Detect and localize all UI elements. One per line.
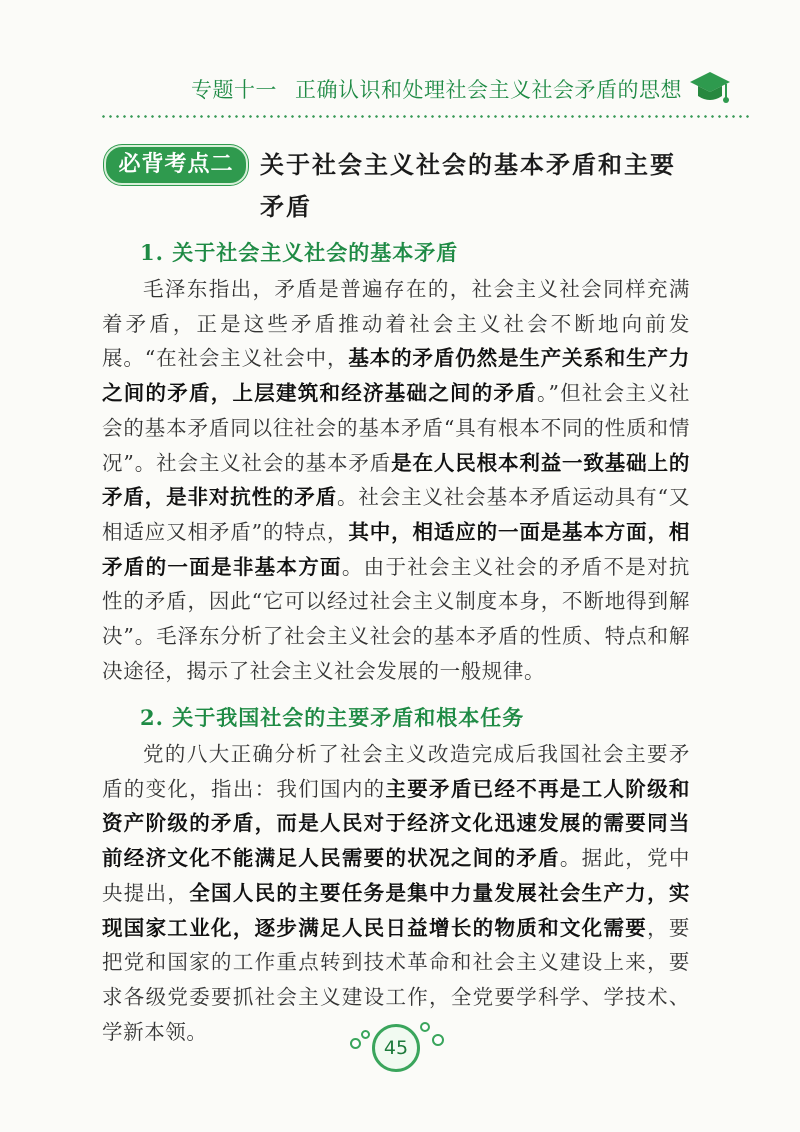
body-text: 。社会主义社会基本矛盾运动具有“又相适应又相矛盾”的特点，: [102, 485, 690, 544]
body-text: 。”但社会主义社会的基本矛盾同以往社会的基本矛盾“具有根本不同的性质和情况”。社会主义社会的基本矛盾: [102, 381, 691, 475]
body-text: 。由于社会主义社会的矛盾不是对抗性的矛盾，因此“它可以经过社会主义制度本身，不断地得到解决”。毛泽东分析了社会主义社会的基本矛盾的性质、特点和解决途径，揭示了社会主义社会发展的一般规律。: [102, 554, 690, 683]
decor-bubble: [432, 1034, 444, 1046]
subsection-heading-1: 1. 关于社会主义社会的基本矛盾: [140, 240, 459, 265]
header-topic: 专题十一: [191, 78, 277, 102]
section-title: [260, 144, 700, 228]
body-text: ，要把党和国家的工作重点转到技术革命和社会主义建设上来，要求各级党委要抓社会主义建设工作，全党要学科学、学技术、学新本领。: [102, 915, 690, 1044]
header-title: [191, 74, 682, 104]
decor-bubble: [361, 1030, 370, 1039]
body-text: 党的八大正确分析了社会主义改造完成后我国社会主要矛盾的变化，指出：我们国内的: [102, 742, 690, 801]
emphasized-text: 其中，相适应的一面是基本方面，相矛盾的一面是非基本方面: [102, 519, 690, 579]
emphasized-text: 是在人民根本利益一致基础上的矛盾，是非对抗性的矛盾: [102, 450, 690, 510]
section-title-line1: 关于社会主义社会的基本矛盾和主要: [260, 150, 676, 179]
emphasized-text: 全国人民的主要任务是集中力量发展社会生产力，实现国家工业化，逐步满足人民日益增长的物质和文化需要: [102, 880, 690, 940]
graduation-cap-icon: [688, 66, 732, 110]
header-chapter-title: 正确认识和处理社会主义社会矛盾的思想: [295, 78, 682, 102]
body-text: 毛泽东指出，矛盾是普遍存在的，社会主义社会同样充满着矛盾，正是这些矛盾推动着社会主义社会不断地向前发展。“在社会主义社会中，: [102, 277, 690, 371]
header-dotted-divider: [100, 115, 752, 118]
subsection-paragraph-2: [102, 737, 690, 1049]
emphasized-text: 基本的矛盾仍然是生产关系和生产力之间的矛盾，上层建筑和经济基础之间的矛盾: [102, 346, 690, 406]
page-number: 45: [372, 1024, 420, 1072]
subsection-paragraph-1: [102, 272, 690, 688]
emphasized-text: 主要矛盾已经不再是工人阶级和资产阶级的矛盾，而是人民对于经济文化迅速发展的需要同当前经济文化不能满足人民需要的状况之间的矛盾: [102, 776, 690, 871]
decor-bubble: [420, 1022, 430, 1032]
decor-bubble: [350, 1038, 361, 1049]
key-point-badge: 必背考点二: [104, 145, 248, 185]
page-header: [0, 60, 800, 110]
section-title-line2: 矛盾: [260, 192, 312, 221]
subsection-heading-2: 2. 关于我国社会的主要矛盾和根本任务: [140, 705, 525, 730]
body-text: 。据此，党中央提出，: [102, 846, 690, 905]
